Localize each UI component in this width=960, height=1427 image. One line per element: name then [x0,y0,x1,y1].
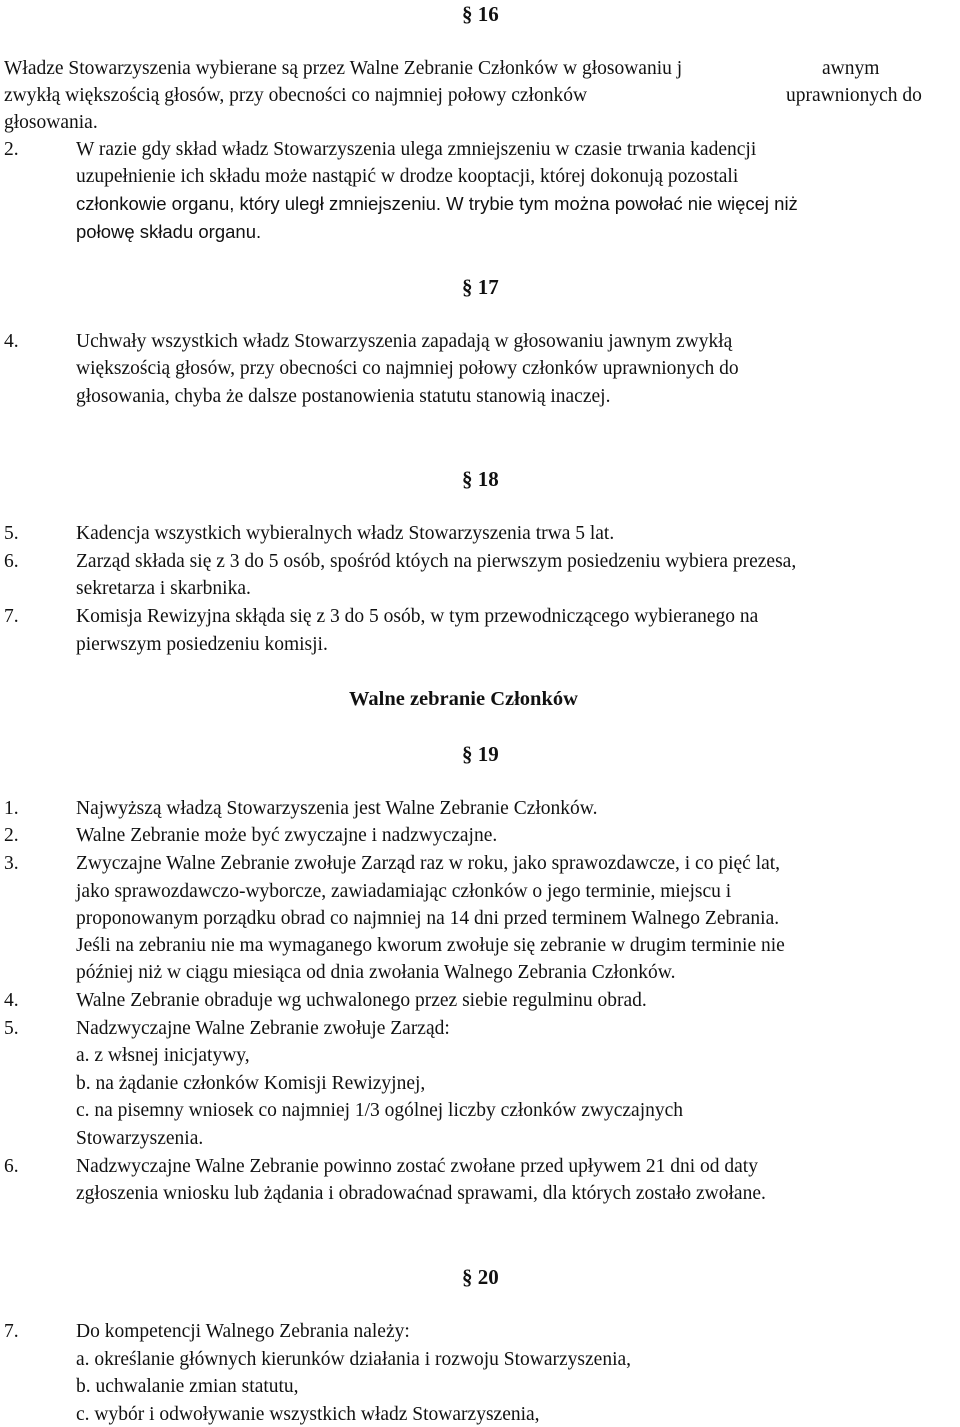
paragraph-line: uprawnionych do [786,85,922,106]
list-item-line: zgłoszenia wniosku lub żądania i obradowaćnad sprawami, dla których zostało zwołane. [76,1183,766,1204]
list-item-line: Zwyczajne Walne Zebranie zwołuje Zarząd raz w roku, jako sprawozdawcze, i co pięć lat, [76,853,781,874]
list-item-line: uzupełnienie ich składu może nastąpić w drodze kooptacji, której dokonują pozostali [76,166,739,187]
sub-item-line: Stowarzyszenia. [76,1128,204,1149]
list-item-line: proponowanym porządku obrad co najmniej na 14 dni przed terminem Walnego Zebrania. [76,908,780,929]
list-number: 5. [4,523,19,544]
section-heading-19: § 19 [462,742,499,766]
sub-item-line: b. uchwalanie zmian statutu, [76,1376,299,1397]
list-number: 5. [4,1018,19,1039]
sub-item-line: a. określanie głównych kierunków działania i rozwoju Stowarzyszenia, [76,1349,632,1370]
list-item-line: Jeśli na zebraniu nie ma wymaganego kworum zwołuje się zebranie w drugim terminie nie [76,935,785,956]
list-item-line: Uchwały wszystkich władz Stowarzyszenia zapadają w głosowaniu jawnym zwykłą [76,331,733,352]
list-number: 3. [4,853,19,874]
list-item-line: W razie gdy skład władz Stowarzyszenia ulega zmniejszeniu w czasie trwania kadencji [76,139,757,160]
list-item-line: głosowania, chyba że dalsze postanowienia statutu stanowią inaczej. [76,386,611,407]
list-number: 2. [4,139,19,160]
list-item-line: jako sprawozdawczo-wyborcze, zawiadamiając członków o jego terminie, miejscu i [76,881,732,902]
sub-item-line: c. wybór i odwoływanie wszystkich władz Stowarzyszenia, [76,1404,540,1425]
paragraph-line: głosowania. [4,112,98,133]
section-heading-17: § 17 [462,275,499,299]
list-item-line: Walne Zebranie może być zwyczajne i nadzwyczajne. [76,825,498,846]
list-item-line: Do kompetencji Walnego Zebrania należy: [76,1321,410,1342]
list-item-line: Nadzwyczajne Walne Zebranie powinno zostać zwołane przed upływem 21 dni od daty [76,1156,758,1177]
list-number: 2. [4,825,19,846]
list-item-line: połowę składu organu. [76,221,262,242]
paragraph-line: awnym [822,58,880,79]
list-item-line: później niż w ciągu miesiąca od dnia zwołania Walnego Zebrania Członków. [76,962,676,983]
list-item-line: pierwszym posiedzeniu komisji. [76,634,328,655]
sub-item-line: a. z włsnej inicjatywy, [76,1045,250,1066]
section-heading-20: § 20 [462,1265,499,1289]
list-number: 6. [4,1156,19,1177]
list-item-line: członkowie organu, który uległ zmniejszeniu. W trybie tym można powołać nie więcej niż [76,193,798,214]
list-item-line: Komisja Rewizyjna skłąda się z 3 do 5 osób, w tym przewodniczącego wybieranego na [76,606,759,627]
sub-item-line: b. na żądanie członków Komisji Rewizyjnej, [76,1073,426,1094]
list-item-line: Walne Zebranie obraduje wg uchwalonego przez siebie regulminu obrad. [76,990,647,1011]
paragraph-line: Władze Stowarzyszenia wybierane są przez Walne Zebranie Członków w głosowaniu j [4,58,683,79]
paragraph-line: zwykłą większością głosów, przy obecności co najmniej połowy członków [4,85,588,106]
list-item-line: Nadzwyczajne Walne Zebranie zwołuje Zarząd: [76,1018,450,1039]
list-item-line: Najwyższą władzą Stowarzyszenia jest Walne Zebranie Członków. [76,798,598,819]
list-number: 4. [4,331,19,352]
list-item-line: Kadencja wszystkich wybieralnych władz Stowarzyszenia trwa 5 lat. [76,523,615,544]
section-heading-16: § 16 [462,2,499,26]
list-number: 6. [4,551,19,572]
list-item-line: większością głosów, przy obecności co najmniej połowy członków uprawnionych do [76,358,739,379]
list-number: 7. [4,1321,19,1342]
list-item-line: sekretarza i skarbnika. [76,578,251,599]
section-heading-18: § 18 [462,467,499,491]
list-number: 7. [4,606,19,627]
list-number: 1. [4,798,19,819]
sub-item-line: c. na pisemny wniosek co najmniej 1/3 ogólnej liczby członków zwyczajnych [76,1100,684,1121]
chapter-title: Walne zebranie Członków [349,688,578,710]
list-number: 4. [4,990,19,1011]
list-item-line: Zarząd składa się z 3 do 5 osób, spośród któych na pierwszym posiedzeniu wybiera prezesa, [76,551,797,572]
